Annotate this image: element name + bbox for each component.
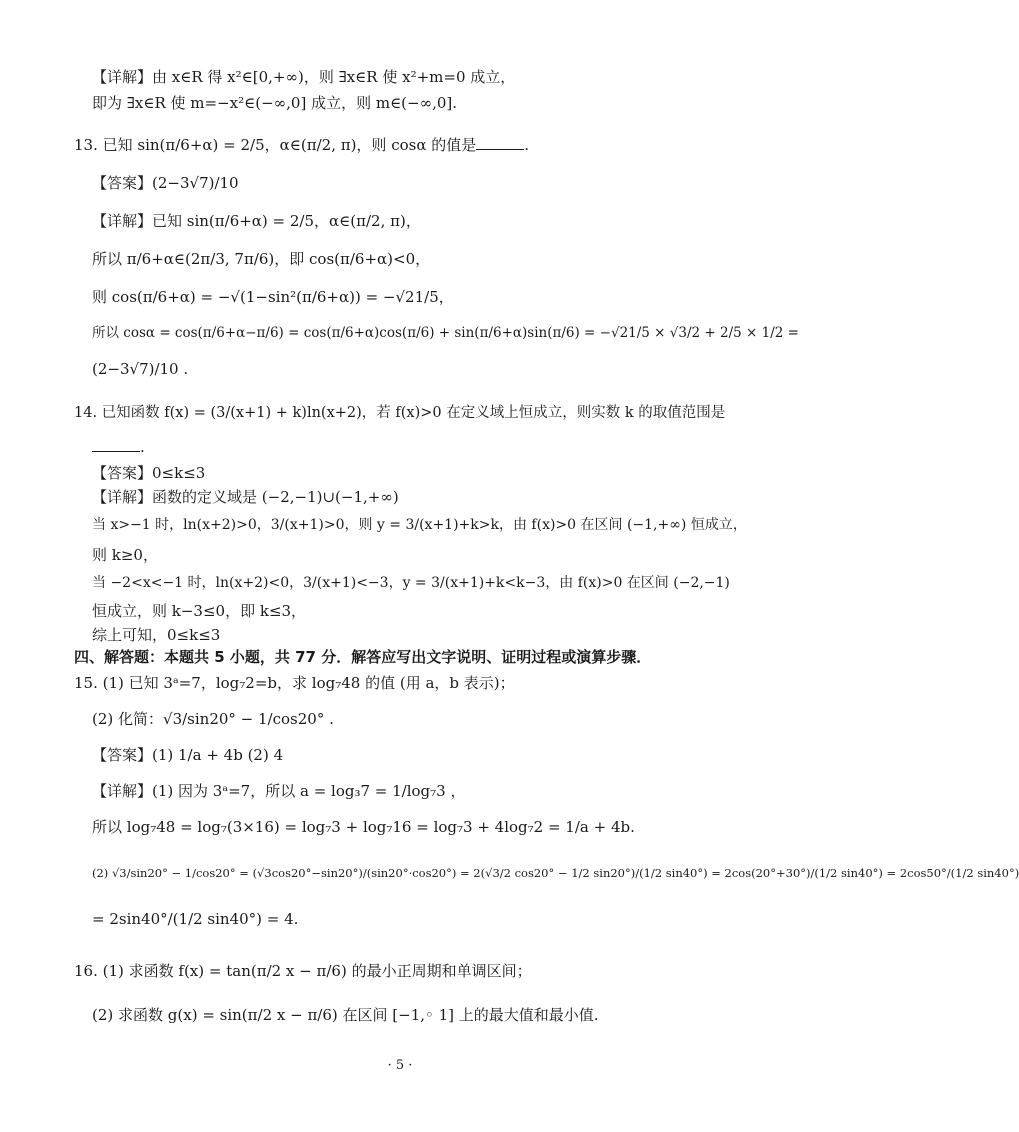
q14-detail-2: 当 x>−1 时，ln(x+2)>0，3/(x+1)>0，则 y = 3/(x+1)+k>k，由 f(x)>0 在区间 (−1,+∞) 恒成立，: [92, 517, 747, 533]
q14-detail-6: 综上可知，0≤k≤3: [92, 626, 221, 644]
q15-detail-4: = 2sin40°/(1/2 sin40°) = 4.: [92, 910, 299, 928]
page-number: · 5 ·: [387, 1058, 413, 1073]
q16-part-2: (2) 求函数 g(x) = sin(π/2 x − π/6) 在区间 [−1,◦ 1] 上的最大值和最小值.: [92, 1006, 599, 1024]
q14-answer: 【答案】0≤k≤3: [92, 464, 206, 482]
answer-blank: [476, 135, 524, 150]
q13-detail-4: 所以 cosα = cos(π/6+α−π/6) = cos(π/6+α)cos(π/6) + sin(π/6+α)sin(π/6) = −√21/5 × √3/2 + 2/5 × 1/2 =: [92, 325, 799, 341]
q13-detail-2: 所以 π/6+α∈(2π/3, 7π/6)，即 cos(π/6+α)<0，: [92, 250, 431, 268]
q14-stem: 14. 已知函数 f(x) = (3/(x+1) + k)ln(x+2)，若 f(x)>0 在定义域上恒成立，则实数 k 的取值范围是: [74, 405, 726, 421]
q15-part-2: (2) 化简：√3/sin20° − 1/cos20° .: [92, 710, 334, 728]
q16-part-1: 16. (1) 求函数 f(x) = tan(π/2 x − π/6) 的最小正周期和单调区间；: [74, 962, 532, 980]
q13-detail-3: 则 cos(π/6+α) = −√(1−sin²(π/6+α)) = −√21/5，: [92, 288, 454, 306]
q14-detail-4: 当 −2<x<−1 时，ln(x+2)<0，3/(x+1)<−3，y = 3/(x+1)+k<k−3，由 f(x)>0 在区间 (−2,−1): [92, 575, 730, 591]
q14-detail-5: 恒成立，则 k−3≤0，即 k≤3，: [92, 602, 307, 620]
section-4-heading: 四、解答题：本题共 5 小题，共 77 分．解答应写出文字说明、证明过程或演算步骤．: [74, 648, 652, 666]
q15-detail-1: 【详解】(1) 因为 3ᵃ=7，所以 a = log₃7 = 1/log₇3 ，: [92, 782, 466, 800]
q12-detail-line-2: 即为 ∃x∈R 使 m=−x²∈(−∞,0] 成立，则 m∈(−∞,0].: [92, 94, 458, 112]
answer-blank: [92, 437, 140, 452]
q15-detail-3: (2) √3/sin20° − 1/cos20° = (√3cos20°−sin20°)/(sin20°·cos20°) = 2(√3/2 cos20° − 1/2 sin20°)/(1/2 sin40°) = 2cos(20°+30°)/(1/2 sin40°) = 2cos50°/(1/2 sin40°): [92, 866, 1019, 880]
q15-detail-2: 所以 log₇48 = log₇(3×16) = log₇3 + log₇16 = log₇3 + 4log₇2 = 1/a + 4b.: [92, 818, 635, 836]
q14-blank-line: .: [92, 436, 145, 458]
q15-answer: 【答案】(1) 1/a + 4b (2) 4: [92, 746, 284, 764]
q14-detail-3: 则 k≥0，: [92, 546, 158, 564]
q13-detail-1: 【详解】已知 sin(π/6+α) = 2/5，α∈(π/2, π)，: [92, 212, 421, 230]
q12-detail-line-1: 【详解】由 x∈R 得 x²∈[0,+∞)，则 ∃x∈R 使 x²+m=0 成立，: [92, 68, 516, 86]
q13-stem: 13. 已知 sin(π/6+α) = 2/5，α∈(π/2, π)，则 cosα 的值是 .: [74, 136, 530, 154]
q13-detail-5: (2−3√7)/10 .: [92, 360, 189, 378]
q15-part-1: 15. (1) 已知 3ᵃ=7，log₇2=b，求 log₇48 的值 (用 a，b 表示)；: [74, 674, 515, 692]
q14-detail-1: 【详解】函数的定义域是 (−2,−1)∪(−1,+∞): [92, 488, 399, 506]
q13-answer: 【答案】(2−3√7)/10: [92, 174, 239, 192]
